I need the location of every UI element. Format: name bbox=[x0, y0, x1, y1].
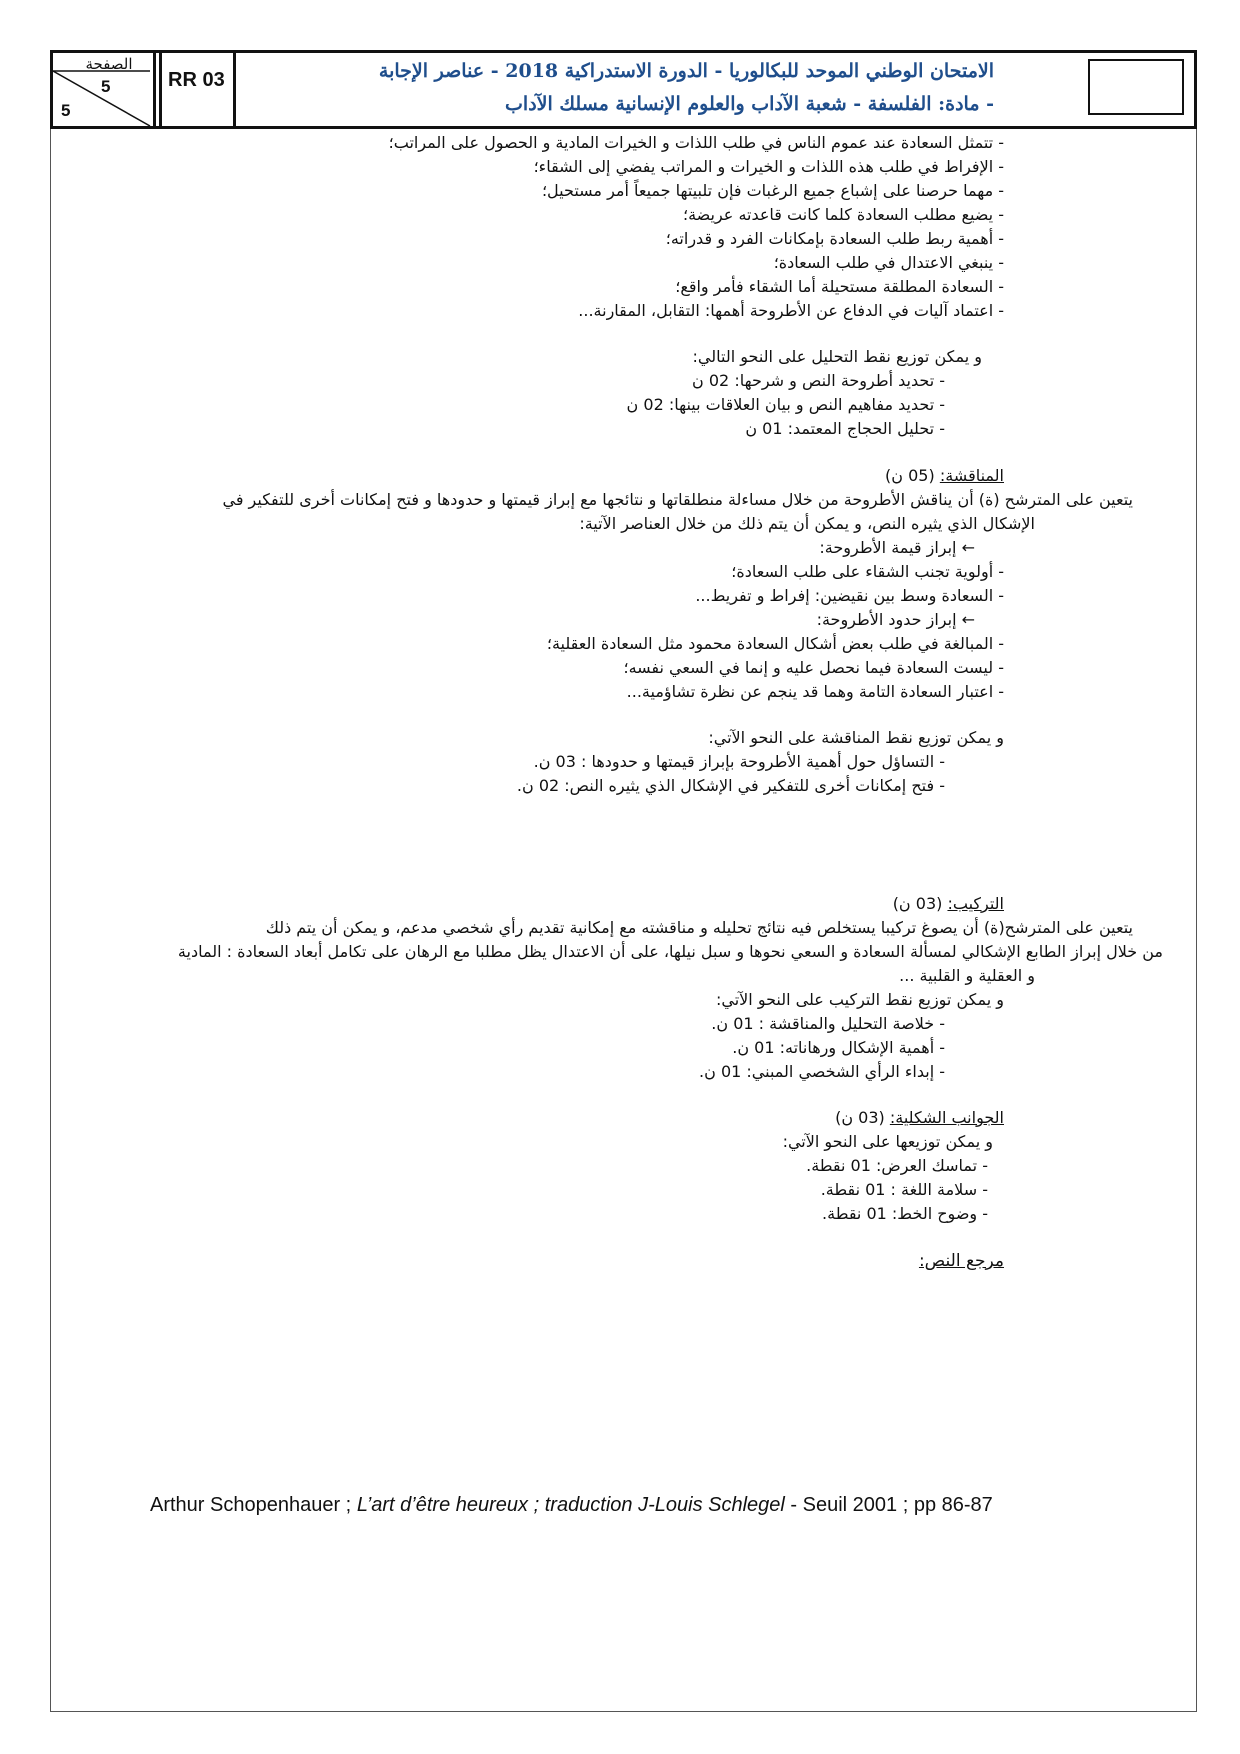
synthesis-text-line-2: من خلال إبراز الطابع الإشكالي لمسألة السعادة و السعي نحوها و سبل نيلها، على أن الاعتدال يظل مطلبا مع الرهان على تكامل أبعاد السعادة : المادية bbox=[177, 942, 1163, 961]
discussion-limits-item: - ليست السعادة فيما نحصل عليه و إنما في السعي نفسه؛ bbox=[623, 658, 1004, 677]
reference-citation bbox=[150, 1494, 993, 1517]
discussion-heading-line bbox=[885, 465, 1004, 487]
analysis-item: - أهمية ربط طلب السعادة بإمكانات الفرد و قدراته؛ bbox=[665, 229, 1004, 248]
analysis-item: - ينبغي الاعتدال في طلب السعادة؛ bbox=[773, 253, 1004, 272]
analysis-item: - اعتماد آليات في الدفاع عن الأطروحة أهمها: التقابل، المقارنة... bbox=[578, 301, 1004, 320]
discussion-limits-item: - اعتبار السعادة التامة وهما قد ينجم عن نظرة تشاؤمية... bbox=[626, 682, 1004, 701]
reference-heading: مرجع النص: bbox=[918, 1251, 1004, 1271]
synthesis-grading-item: - خلاصة التحليل والمناقشة : 01 ن. bbox=[711, 1014, 945, 1033]
formal-heading-line bbox=[835, 1107, 1004, 1129]
analysis-grading-item: - تحديد أطروحة النص و شرحها: 02 ن bbox=[692, 371, 945, 390]
exam-code-cell bbox=[159, 53, 236, 126]
discussion-value-heading: ← إبراز قيمة الأطروحة: bbox=[819, 538, 975, 557]
synthesis-heading: التركيب: bbox=[947, 894, 1004, 913]
reference-publisher: - Seuil 2001 ; pp 86-87 bbox=[790, 1494, 993, 1516]
exam-title-cell bbox=[239, 53, 1194, 126]
page-number-cell bbox=[53, 53, 156, 126]
page-total: 5 bbox=[61, 101, 71, 120]
discussion-intro-line-2: الإشكال الذي يثيره النص، و يمكن أن يتم ذلك من خلال العناصر الآتية: bbox=[579, 514, 1035, 533]
formal-grading-item: - تماسك العرض: 01 نقطة. bbox=[806, 1156, 988, 1175]
analysis-grading-item: - تحليل الحجاج المعتمد: 01 ن bbox=[745, 419, 945, 438]
exam-title-line-1: الامتحان الوطني الموحد للبكالوريا - الدورة الاستدراكية 2018 - عناصر الإجابة bbox=[378, 60, 994, 82]
discussion-limits-heading: ← إبراز حدود الأطروحة: bbox=[816, 610, 975, 629]
synthesis-grading-item: - أهمية الإشكال ورهاناته: 01 ن. bbox=[732, 1038, 945, 1057]
discussion-grading-item: - فتح إمكانات أخرى للتفكير في الإشكال الذي يثيره النص: 02 ن. bbox=[516, 776, 945, 795]
synthesis-text-line-1: يتعين على المترشح(ة) أن يصوغ تركيبا يستخلص فيه نتائج تحليله و مناقشته مع إمكانية تقديم رأي شخصي مدعم، و يمكن أن يتم ذلك bbox=[265, 918, 1133, 937]
synthesis-heading-line bbox=[893, 893, 1004, 915]
analysis-item: - يضيع مطلب السعادة كلما كانت قاعدته عريضة؛ bbox=[682, 205, 1004, 224]
synthesis-points: (03 ن) bbox=[892, 894, 943, 913]
discussion-limits-item: - المبالغة في طلب بعض أشكال السعادة محمود مثل السعادة العقلية؛ bbox=[546, 634, 1004, 653]
discussion-intro-line-1: يتعين على المترشح (ة) أن يناقش الأطروحة من خلال مساءلة منطلقاتها و نتائجها مع إبراز قيمتها و حدودها و فتح إمكانات أخرى للتفكير في bbox=[222, 490, 1133, 509]
formal-points: (03 ن) bbox=[835, 1108, 885, 1127]
reference-author: Arthur Schopenhauer ; bbox=[150, 1494, 352, 1516]
discussion-value-item: - السعادة وسط بين نقيضين: إفراط و تفريط... bbox=[695, 586, 1004, 605]
reference-heading-line bbox=[919, 1250, 1004, 1272]
analysis-item: - مهما حرصنا على إشباع جميع الرغبات فإن تلبيتها جميعاً أمر مستحيل؛ bbox=[541, 181, 1004, 200]
discussion-grading-intro: و يمكن توزيع نقط المناقشة على النحو الآتي: bbox=[708, 728, 1004, 747]
discussion-grading-item: - التساؤل حول أهمية الأطروحة بإبراز قيمتها و حدودها : 03 ن. bbox=[533, 752, 945, 771]
analysis-item: - تتمثل السعادة عند عموم الناس في طلب اللذات و الخيرات المادية و الحصول على المراتب؛ bbox=[388, 133, 1004, 152]
discussion-heading: المناقشة: bbox=[939, 466, 1004, 485]
exam-header bbox=[50, 50, 1197, 129]
formal-grading-item: - وضوح الخط: 01 نقطة. bbox=[822, 1204, 988, 1223]
discussion-value-item: - أولوية تجنب الشقاء على طلب السعادة؛ bbox=[731, 562, 1004, 581]
reference-book: L’art d’être heureux bbox=[356, 1494, 529, 1516]
page-number: 5 bbox=[101, 77, 111, 96]
formal-heading: الجوانب الشكلية: bbox=[889, 1108, 1004, 1127]
synthesis-text-line-3: و العقلية و القلبية ... bbox=[899, 966, 1035, 985]
analysis-item: - السعادة المطلقة مستحيلة أما الشقاء فأمر واقع؛ bbox=[675, 277, 1004, 296]
exam-code: RR 03 bbox=[168, 69, 225, 91]
synthesis-grading-item: - إبداء الرأي الشخصي المبني: 01 ن. bbox=[699, 1062, 945, 1081]
stamp-box bbox=[1088, 59, 1184, 115]
reference-translation: ; traduction J-Louis Schlegel bbox=[533, 1494, 785, 1516]
analysis-grading-intro: و يمكن توزيع نقط التحليل على النحو التالي: bbox=[692, 347, 982, 366]
analysis-item: - الإفراط في طلب هذه اللذات و الخيرات و المراتب يفضي إلى الشقاء؛ bbox=[533, 157, 1004, 176]
exam-title-line-2: - مادة: الفلسفة - شعبة الآداب والعلوم الإنسانية مسلك الآداب bbox=[505, 93, 994, 115]
synthesis-grading-intro: و يمكن توزيع نقط التركيب على النحو الآتي: bbox=[716, 990, 1004, 1009]
formal-grading-intro: و يمكن توزيعها على النحو الآتي: bbox=[782, 1132, 993, 1151]
discussion-points: (05 ن) bbox=[885, 466, 935, 485]
analysis-grading-item: - تحديد مفاهيم النص و بيان العلاقات بينها: 02 ن bbox=[626, 395, 945, 414]
formal-grading-item: - سلامة اللغة : 01 نقطة. bbox=[820, 1180, 988, 1199]
page-label: الصفحة bbox=[85, 55, 133, 73]
